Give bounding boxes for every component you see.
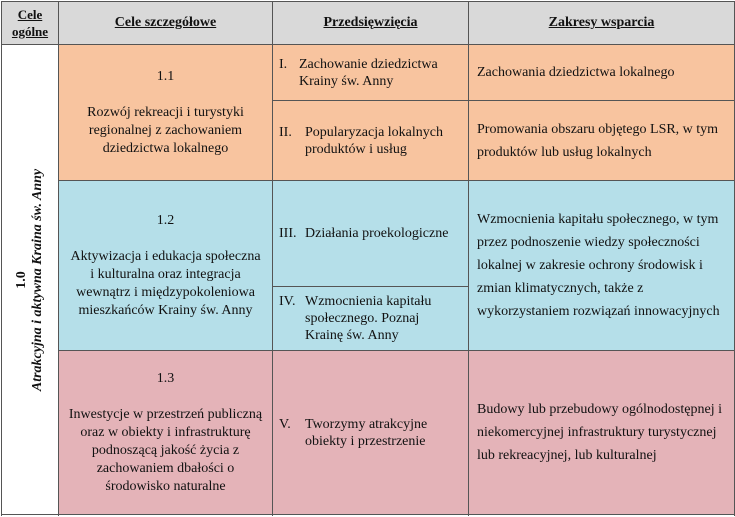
project-2 — [273, 101, 469, 181]
support-scope-1: Zachowania dziedzictwa lokalnego — [469, 45, 735, 101]
general-goal-cell — [2, 45, 59, 515]
project-text: Wzmocnienia kapitału społecznego. Poznaj Krainę św. Anny — [305, 294, 432, 343]
project-numeral: I. — [279, 56, 288, 72]
table-row — [2, 181, 735, 287]
project-text: Zachowanie dziedzictwa Krainy św. Anny — [299, 56, 438, 89]
project-text: Tworzymy atrakcyjne obiekty i przestrzenie — [305, 416, 428, 449]
objective-text: Inwestycje w przestrzeń publiczną oraz w obiekty i infrastrukturę podnoszącą jakość życia z zachowaniem dbałości o środowisko naturalne — [68, 406, 263, 494]
general-goal-number: 1.0 — [14, 270, 29, 289]
objective-number: 1.3 — [156, 370, 175, 386]
objective-1-2 — [59, 181, 273, 351]
support-scope-4: Budowy lub przebudowy ogólnodostępnej i niekomercyjnej infrastruktury turystycznej lub rekreacyjnej, lub kulturalnej — [469, 351, 735, 515]
header-row — [2, 2, 735, 45]
general-goal — [14, 165, 46, 395]
project-3 — [273, 181, 469, 287]
project-numeral: III. — [279, 226, 297, 241]
project-text: Działania proekologiczne — [305, 226, 449, 241]
objective-number: 1.1 — [156, 68, 175, 84]
lsr-goals-table — [1, 1, 735, 515]
objective-text: Aktywizacja i edukacja społeczna i kulturalna oraz integracja wewnątrz i międzypokoleniowa mieszkańców Krainy św. Anny — [70, 248, 261, 318]
objective-1-1 — [59, 45, 273, 181]
project-numeral: V. — [279, 416, 291, 432]
table-row — [2, 45, 735, 101]
project-1 — [273, 45, 469, 101]
project-text: Popularyzacja lokalnych produktów i usług — [305, 124, 444, 157]
project-numeral: II. — [279, 124, 292, 140]
header-cele-ogolne: Cele ogólne — [2, 2, 59, 45]
table-row — [2, 351, 735, 515]
header-zakresy-wsparcia: Zakresy wsparcia — [469, 2, 735, 45]
objective-number: 1.2 — [156, 212, 175, 228]
project-4 — [273, 287, 469, 351]
header-cele-szczegolowe: Cele szczegółowe — [59, 2, 273, 45]
general-goal-name: Atrakcyjna i aktywna Kraina św. Anny — [30, 168, 45, 391]
header-przedsiewziecia: Przedsięwzięcia — [273, 2, 469, 45]
objective-1-3 — [59, 351, 273, 515]
objective-text: Rozwój rekreacji i turystyki regionalnej z zachowaniem dziedzictwa lokalnego — [87, 104, 244, 156]
project-5 — [273, 351, 469, 515]
support-scope-2: Promowania obszaru objętego LSR, w tym produktów lub usług lokalnych — [469, 101, 735, 181]
support-scope-3: Wzmocnienia kapitału społecznego, w tym przez podnoszenie wiedzy społeczności lokalnej w zakresie ochrony środowisk i zmian klimatycznych, także z wykorzystaniem rozwiązań innowacyjnych — [469, 181, 735, 351]
project-numeral: IV. — [279, 294, 296, 309]
